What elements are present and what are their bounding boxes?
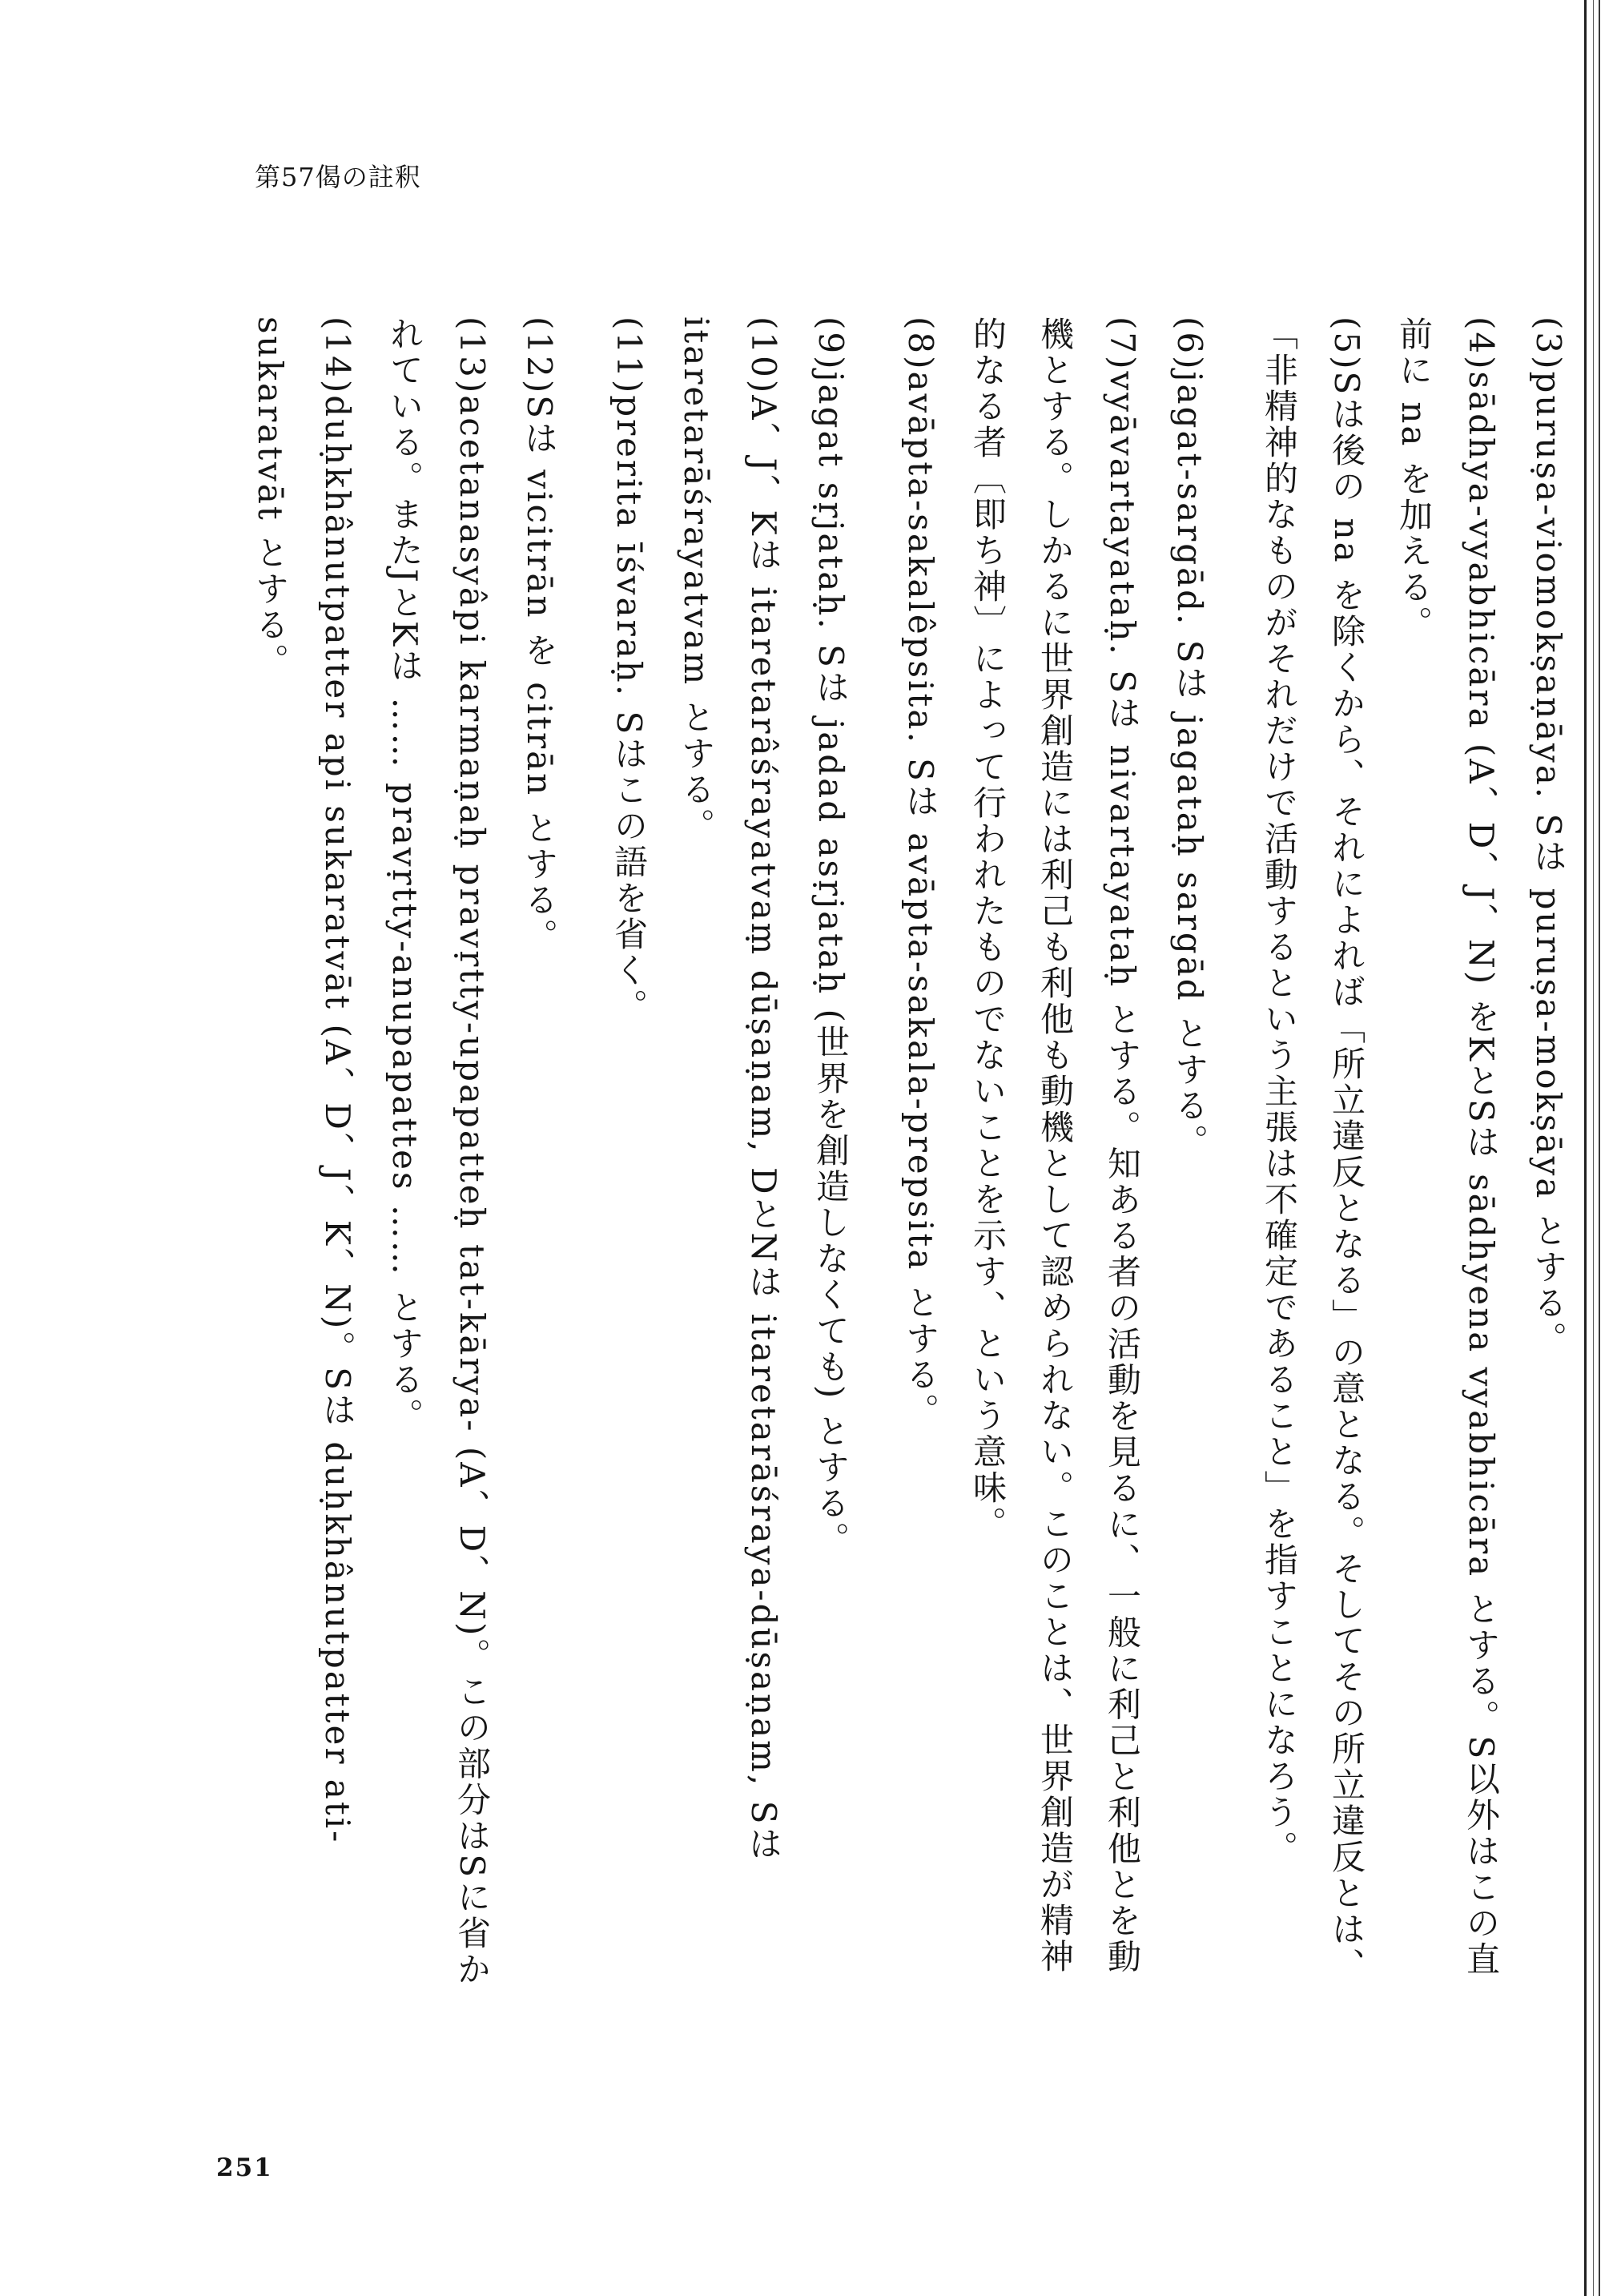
binding-edge-line [1593,0,1594,2296]
footnote-8 [887,316,954,1999]
footnote-text: sādhya-vyabhicāra (A、D、J、N) をKとSは sādhyena vyabhicāra とする。S以外はこの直前に na を加える。 [1394,316,1501,1978]
footnote-number: (7) [1103,316,1142,372]
binding-edge-line [1584,0,1587,2296]
footnote-text: A、J、Kは itaretarâśrayatvaṃ dūṣaṇam, DとNは itaretarāśraya-dūṣaṇam, Sは itaretarāśrayatvam とする。 [677,316,783,1863]
footnote-9 [797,316,864,1999]
footnote-number: (3) [1529,316,1568,372]
footnote-10 [662,316,797,1999]
footnote-5 [1245,316,1380,1999]
footnote-text: duḥkhânutpatter api sukaratvāt (A、D、J、K、N)。Sは duḥkhânutpatter ati-sukaratvāt とする。 [251,316,357,1845]
footnote-11 [595,316,662,1999]
footnote-number: (10) [744,316,783,396]
page-header: 第57偈の註釈 [255,162,421,192]
footnote-text: Sは後の na を除くから、それによれば「所立違反となる」の意となる。そしてその所立違反とは、「非精神的なものがそれだけで活動するという主張は不確定であること」を指すことになろう。 [1260,316,1366,1984]
footnote-3 [1514,316,1582,1999]
footnote-number: (4) [1462,316,1501,372]
footnote-number: (5) [1327,316,1366,372]
footnote-number: (6) [1170,316,1209,372]
footnote-text: puruṣa-viomokṣaṇāya. Sは puruṣa-mokṣāya とする。 [1529,371,1568,1358]
footnote-number: (11) [609,316,649,396]
footnote-text: Sは vicitrān を citrān とする。 [520,395,559,955]
footnotes-list [204,316,1582,1999]
footnote-text: acetanasyâpi karmaṇaḥ pravṛtty-upapatteḥ tat-kārya- (A、D、N)。この部分はSに省かれている。またJとKは …… pravṛtty-anupapattes …… とする。 [385,316,492,1988]
footnote-12 [505,316,573,1999]
footnote-13 [371,316,505,1999]
binding-edge-line [1599,0,1600,2296]
footnote-number: (8) [901,316,940,372]
footnote-4 [1380,316,1514,1999]
footnote-7 [954,316,1156,1999]
footnote-number: (12) [520,316,559,396]
footnote-text: avāpta-sakalêpsita. Sは avāpta-sakala-prepsita とする。 [901,371,940,1429]
footnote-14 [236,316,371,1999]
footnote-number: (13) [453,316,492,396]
footnote-text: vyāvartayataḥ. Sは nivartayataḥ とする。知ある者の活動を見るに、一般に利己と利他とを動機とする。しかるに世界創造には利己も利他も動機として認められない。このことは、世界創造が精神的なる者〔即ち神〕によって行われたものでないことを示す、という意味。 [968,316,1142,1976]
footnote-6 [1156,316,1223,1999]
footnote-text: prerita īśvaraḥ. Sはこの語を省く。 [609,395,649,1025]
footnote-number: (9) [811,316,851,372]
footnote-text: jagat sṛjataḥ. Sは jadad asṛjataḥ (世界を創造しなくても) とする。 [811,371,851,1558]
footnote-text: jagat-sargād. Sは jagataḥ sargād とする。 [1170,371,1209,1161]
footnote-number: (14) [318,316,357,396]
page-number: 251 [216,2153,273,2182]
